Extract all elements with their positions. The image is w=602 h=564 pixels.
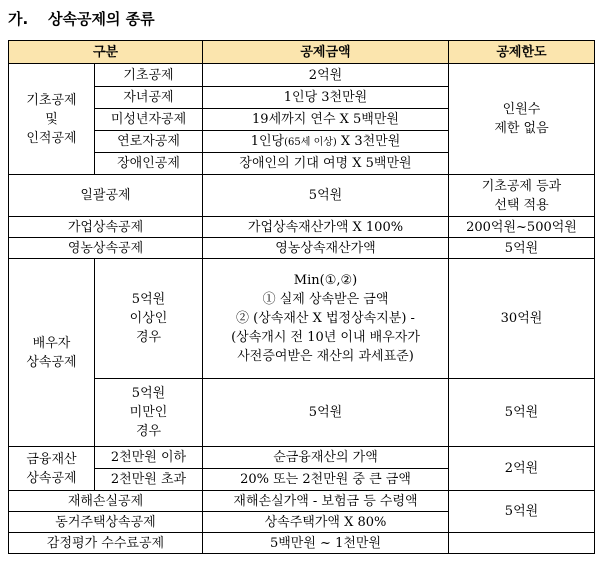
row-name: 기초공제 [95, 64, 203, 87]
lump-limit-line1: 기초공제 등과 [481, 178, 562, 194]
financial-row1-cond: 2천만원 이하 [95, 447, 203, 469]
spouse-over-limit: 30억원 [449, 259, 595, 379]
family-business-limit: 200억원~500억원 [449, 217, 595, 238]
table-row [9, 238, 595, 259]
cohabiting-house-limit: 5억원 [449, 491, 595, 533]
family-business-amount: 가업상속재산가액 X 100% [203, 217, 449, 238]
basic-group-limit [449, 64, 595, 175]
farming-limit: 5억원 [449, 238, 595, 259]
table-row [9, 447, 595, 469]
basic-group-label-line2: 및 [45, 111, 58, 127]
row-name: 장애인공제 [95, 153, 203, 175]
row-name: 미성년자공제 [95, 109, 203, 131]
table-row [9, 259, 595, 379]
section-heading [8, 7, 155, 31]
disaster-amount: 재해손실가액 - 보험금 등 수령액 [203, 491, 449, 512]
farming-amount: 영농상속재산가액 [203, 238, 449, 259]
spouse-under-label-line1: 5억원 [131, 386, 166, 401]
row-amount [203, 131, 449, 153]
spouse-under-label [95, 379, 203, 447]
spouse-under-limit: 5억원 [449, 379, 595, 447]
row-amount: 장애인의 기대 여명 X 5백만원 [203, 153, 449, 175]
row-amount: 2억원 [203, 64, 449, 87]
amount-pre: 1인당 [250, 133, 285, 149]
spouse-under-label-line3: 경우 [135, 424, 162, 439]
family-business-name: 가업상속공제 [9, 217, 203, 238]
appraisal-amount: 5백만원 ~ 1천만원 [203, 533, 449, 554]
basic-group-label-line3: 인적공제 [26, 130, 77, 146]
spouse-over-line: ① 실제 상속받은 금액 [262, 292, 389, 307]
basic-group-limit-line2: 제한 없음 [494, 121, 549, 136]
financial-limit: 2억원 [449, 447, 595, 491]
lump-limit [449, 175, 595, 217]
spouse-under-amount: 5억원 [203, 379, 449, 447]
table-row [9, 491, 595, 512]
header-limit: 공제한도 [449, 41, 595, 64]
spouse-over-line: ② (상속재산 X 법정상속지분) - [236, 311, 415, 326]
header-amount: 공제금액 [203, 41, 449, 64]
amount-post: X 3천만원 [336, 133, 401, 149]
spouse-over-line: Min(①,②) [293, 273, 358, 288]
table-row [9, 217, 595, 238]
spouse-over-label-line3: 경우 [135, 330, 162, 345]
basic-group-limit-line1: 인원수 [502, 102, 541, 117]
spouse-over-label [95, 259, 203, 379]
spouse-over-line: (상속개시 전 10년 이내 배우자가 [231, 330, 420, 345]
spouse-label-line1: 배우자 [32, 335, 71, 351]
table-header-row [9, 41, 595, 64]
spouse-over-label-line2: 이상인 [129, 311, 168, 326]
farming-name: 영농상속공제 [9, 238, 203, 259]
financial-row2-cond: 2천만원 초과 [95, 469, 203, 491]
financial-label-line1: 금융재산 [26, 451, 77, 467]
disaster-name: 재해손실공제 [9, 491, 203, 512]
table-row [9, 175, 595, 217]
table-row [9, 379, 595, 447]
spouse-label [9, 259, 95, 447]
spouse-under-label-line2: 미만인 [129, 405, 168, 420]
basic-group-label-line1: 기초공제 [26, 92, 77, 108]
row-name: 자녀공제 [95, 87, 203, 109]
row-amount: 1인당 3천만원 [203, 87, 449, 109]
row-name: 연로자공제 [95, 131, 203, 153]
header-category: 구분 [9, 41, 203, 64]
row-amount: 19세까지 연수 X 5백만원 [203, 109, 449, 131]
appraisal-limit [449, 533, 595, 554]
spouse-over-label-line1: 5억원 [131, 292, 166, 307]
deduction-table [8, 40, 595, 554]
table-row [9, 533, 595, 554]
spouse-over-line: 사전증여받은 재산의 과세표준) [237, 349, 414, 364]
lump-name: 일괄공제 [9, 175, 203, 217]
appraisal-name: 감정평가 수수료공제 [9, 533, 203, 554]
spouse-over-amount [203, 259, 449, 379]
lump-limit-line2: 선택 적용 [494, 197, 549, 213]
lump-amount: 5억원 [203, 175, 449, 217]
cohabiting-house-amount: 상속주택가액 X 80% [203, 512, 449, 533]
section-title: 상속공제의 종류 [48, 10, 155, 28]
cohabiting-house-name: 동거주택상속공제 [9, 512, 203, 533]
spouse-label-line2: 상속공제 [26, 354, 77, 370]
table-row [9, 64, 595, 87]
basic-group-label [9, 64, 95, 175]
financial-label-line2: 상속공제 [26, 470, 77, 486]
financial-row2-amount: 20% 또는 2천만원 중 큰 금액 [203, 469, 449, 491]
financial-label [9, 447, 95, 491]
section-number: 가. [8, 10, 29, 28]
financial-row1-amount: 순금융재산의 가액 [203, 447, 449, 469]
amount-note: (65세 이상) [284, 136, 337, 148]
